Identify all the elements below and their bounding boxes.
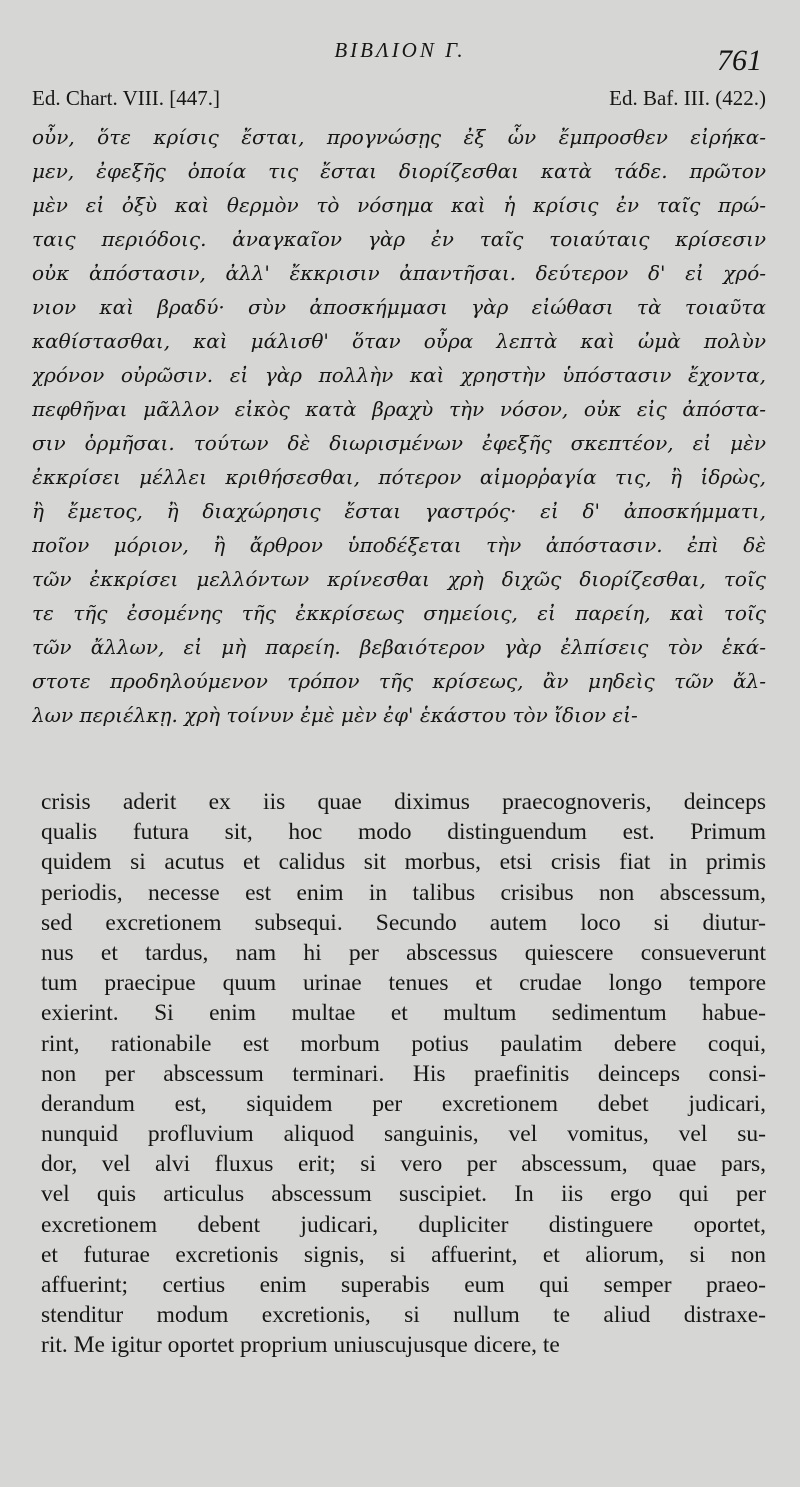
greek-text-line: πεφθῆναι μᾶλλον εἰκὸς κατὰ βραχὺ τὴν νόσον, οὐκ εἰς ἀπόστα- — [32, 397, 766, 421]
page-number: 761 — [717, 44, 762, 77]
latin-text-line: rint, rationabile est morbum potius paulatim debere coqui, — [41, 1030, 766, 1057]
edition-right: Ed. Baf. III. (422.) — [609, 86, 766, 110]
latin-text-line: crisis aderit ex iis quae diximus praecognoveris, deinceps — [41, 789, 766, 815]
latin-text-line: periodis, necesse est enim in talibus crisibus non abscessum, — [41, 879, 766, 906]
greek-text-line: στοτε προδηλούμενον τρόπον τῆς κρίσεως, ἂν μηδεὶς τῶν ἄλ- — [32, 669, 766, 693]
latin-text-line: vel quis articulus abscessum suscipiet. In iis ergo qui per — [41, 1181, 766, 1208]
greek-text-line: χρόνον οὐρῶσιν. εἰ γὰρ πολλὴν καὶ χρηστὴν ὑπόστασιν ἔχοντα, — [32, 363, 766, 387]
greek-text-line: λων περιέλκῃ. χρὴ τοίνυν ἐμὲ μὲν ἐφ' ἑκάστου τὸν ἴδιον εἰ- — [32, 703, 638, 727]
latin-text-line: tum praecipue quum urinae tenues et crudae longo tempore — [41, 970, 766, 997]
latin-text-line: nunquid profluvium aliquod sanguinis, vel vomitus, vel su- — [41, 1121, 766, 1148]
edition-references — [32, 86, 766, 111]
latin-text-block — [41, 787, 766, 1361]
greek-text-line: τῶν ἄλλων, εἰ μὴ παρείη. βεβαιότερον γὰρ ἐλπίσεις τὸν ἑκά- — [32, 635, 766, 659]
latin-text-line: excretionem debent judicari, dupliciter distinguere oportet, — [41, 1211, 766, 1238]
latin-text-line: derandum est, siquidem per excretionem debet judicari, — [41, 1090, 766, 1117]
greek-text-line: τῶν ἐκκρίσει μελλόντων κρίνεσθαι χρὴ διχῶς διορίζεσθαι, τοῖς — [32, 567, 766, 591]
greek-text-block — [32, 120, 766, 732]
greek-text-line: μεν, ἐφεξῆς ὁποία τις ἔσται διορίζεσθαι κατὰ τάδε. πρῶτον — [32, 159, 766, 183]
latin-text-line: qualis futura sit, hoc modo distinguendum est. Primum — [41, 819, 766, 846]
greek-text-line: τε τῆς ἐσομένης τῆς ἐκκρίσεως σημείοις, εἰ παρείη, καὶ τοῖς — [32, 601, 766, 625]
latin-text-line: exierint. Si enim multae et multum sedimentum habue- — [41, 1000, 766, 1027]
latin-text-line: quidem si acutus et calidus sit morbus, etsi crisis fiat in primis — [41, 849, 766, 876]
latin-text-line: sed excretionem subsequi. Secundo autem loco si diutur- — [41, 909, 766, 936]
latin-text-line: stenditur modum excretionis, si nullum te aliud distraxe- — [41, 1302, 766, 1329]
edition-left: Ed. Chart. VIII. [447.] — [32, 86, 220, 110]
greek-text-line: ἢ ἔμετος, ἢ διαχώρησις ἔσται γαστρός· εἰ δ' ἀποσκήμματι, — [32, 499, 766, 523]
latin-text-line: rit. Me igitur oportet proprium uniuscujusque dicere, te — [41, 1332, 560, 1359]
latin-text-line: et futurae excretionis signis, si affuerint, et aliorum, si non — [41, 1241, 766, 1268]
running-head: BIBΛΙΟΝ Γ. — [334, 38, 466, 62]
greek-text-line: οὐκ ἀπόστασιν, ἀλλ' ἔκκρισιν ἀπαντῆσαι. δεύτερον δ' εἰ χρό- — [32, 261, 766, 285]
greek-text-line: ἐκκρίσει μέλλει κριθήσεσθαι, πότερον αἱμορῥαγία τις, ἢ ἱδρὼς, — [32, 465, 766, 489]
latin-text-line: affuerint; certius enim superabis eum qui semper praeo- — [41, 1272, 766, 1298]
greek-text-line: ποῖον μόριον, ἢ ἄρθρον ὑποδέξεται τὴν ἀπόστασιν. ἐπὶ δὲ — [32, 533, 766, 557]
latin-text-line: dor, vel alvi fluxus erit; si vero per abscessum, quae pars, — [41, 1151, 766, 1178]
latin-text-line: nus et tardus, nam hi per abscessus quiescere consueverunt — [41, 939, 766, 966]
greek-text-line: καθίστασθαι, καὶ μάλισθ' ὅταν οὖρα λεπτὰ καὶ ὠμὰ πολὺν — [32, 329, 766, 353]
greek-text-line: νιον καὶ βραδύ· σὺν ἀποσκήμμασι γὰρ εἰώθασι τὰ τοιαῦτα — [32, 295, 766, 319]
greek-text-line: οὖν, ὅτε κρίσις ἔσται, προγνώσῃς ἐξ ὧν ἔμπροσθεν εἰρήκα- — [32, 125, 766, 149]
greek-text-line: ταις περιόδοις. ἀναγκαῖον γὰρ ἐν ταῖς τοιαύταις κρίσεσιν — [32, 227, 766, 251]
greek-text-line: σιν ὁρμῆσαι. τούτων δὲ διωρισμένων ἐφεξῆς σκεπτέον, εἰ μὲν — [32, 431, 766, 455]
latin-text-line: non per abscessum terminari. His praefinitis deinceps consi- — [41, 1060, 766, 1087]
greek-text-line: μὲν εἰ ὀξὺ καὶ θερμὸν τὸ νόσημα καὶ ἡ κρίσις ἐν ταῖς πρώ- — [32, 193, 766, 217]
